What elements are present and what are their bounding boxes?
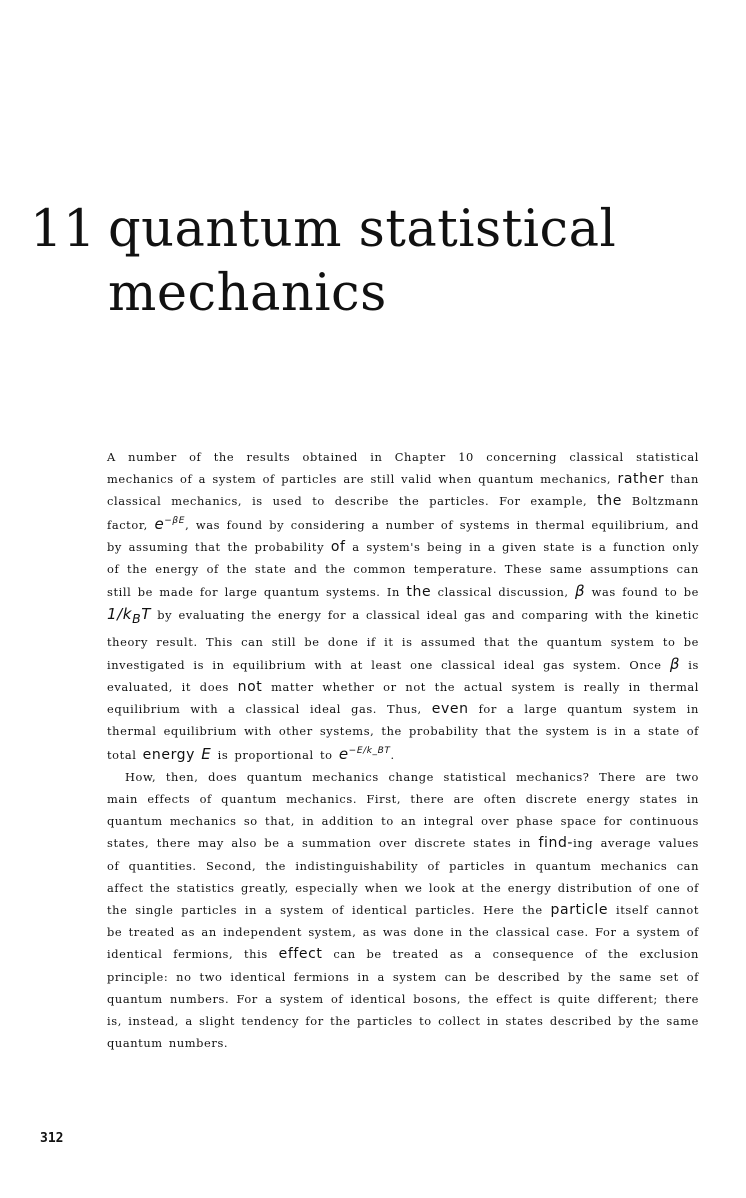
chapter-title [30,198,730,326]
inline-word: of [330,538,346,555]
inline-word: effect [278,946,323,963]
paragraph-2 [107,766,699,1055]
math-symbol: β [575,582,586,601]
text-run: , was found by considering a number of systems in thermal equilibrium, and by assuming that the probability [107,517,699,554]
page-number: 312 [40,1131,64,1146]
text-run: A number of the results obtained in Chapter 10 concerning classical statistical mechanics of a system of particles are still valid when quantum mechanics, [107,450,699,487]
math-symbol: $1/k_B$ [107,605,142,627]
inline-word: particle [550,902,609,919]
body-text [107,446,699,1054]
inline-word: find- [538,835,574,852]
text-run: by evaluating the energy for a classical ideal gas and comparing with the kinetic theory result. This can still be done if it is assumed that the quantum system to be investigated is in equilibrium with at least one classical ideal gas system. Once [107,608,699,672]
chapter-title-line2: mechanics [108,264,387,323]
inline-word: even [431,701,469,718]
math-symbol: T [141,605,152,624]
math-symbol: β [669,654,681,673]
text-run: itself cannot be treated as an independent system, as was done in the classical case. For a system of identical fermions, this [107,903,699,962]
text-run: matter whether or not the actual system is really in thermal equilibrium with a classical ideal gas. Thus, [107,680,700,717]
text-run: can be treated as a consequence of the exclusion principle: no two identical fermions in a system can be described by the same set of quantum numbers. For a system of identical bosons, the effect is quite different; there is, instead, a slight tendency for the particles to collect in states described by the same quantum numbers. [107,947,699,1051]
math-symbol: E [201,744,212,763]
inline-word: the [406,584,432,601]
inline-word: energy [142,746,196,763]
text-run: Boltzmann factor, [107,494,699,532]
text-run: a system's being in a given state is a function only of the energy of the state and the common temperature. These same assumptions can still be made for large quantum systems. In [107,539,699,600]
chapter-number: 11 [30,200,96,259]
text-run: classical discussion, [431,585,576,600]
text-run: ing average values of quantities. Second, the indistinguishability of particles in quantum mechanics can affect the statistics greatly, especially when we look at the energy distribution of one of the single particles in a system of identical particles. Here the [107,836,699,918]
math-symbol: $e^{-\beta E}$ [154,514,186,533]
inline-word: rather [617,471,665,488]
math-superscript: −E/k_BT [348,745,391,756]
text-run: was found to be [585,585,699,600]
inline-word: not [237,679,263,696]
text-run: for a large quantum system in thermal equilibrium with other systems, the probability that the system is in a state of total [107,702,699,762]
text-run: than classical mechanics, is used to describe the particles. For example, [107,472,699,509]
math-superscript: −βE [164,515,186,526]
text-run: . [390,747,395,762]
chapter-title-line1: quantum statistical [108,200,617,259]
text-run: is proportional to [211,747,339,762]
paragraph-1 [107,446,699,766]
math-subscript: B [132,611,142,627]
text-run: is evaluated, it does [107,657,699,695]
inline-word: the [597,493,622,510]
math-symbol: $e^{-E/k\_BT}$ [338,744,391,763]
text-run: How, then, does quantum mechanics change statistical mechanics? There are two main effects of quantum mechanics. First, there are often discrete energy states in quantum mechanics so that, in addition to an integral over phase space for continuous states, there may also be a summation over discrete states in [107,769,699,851]
